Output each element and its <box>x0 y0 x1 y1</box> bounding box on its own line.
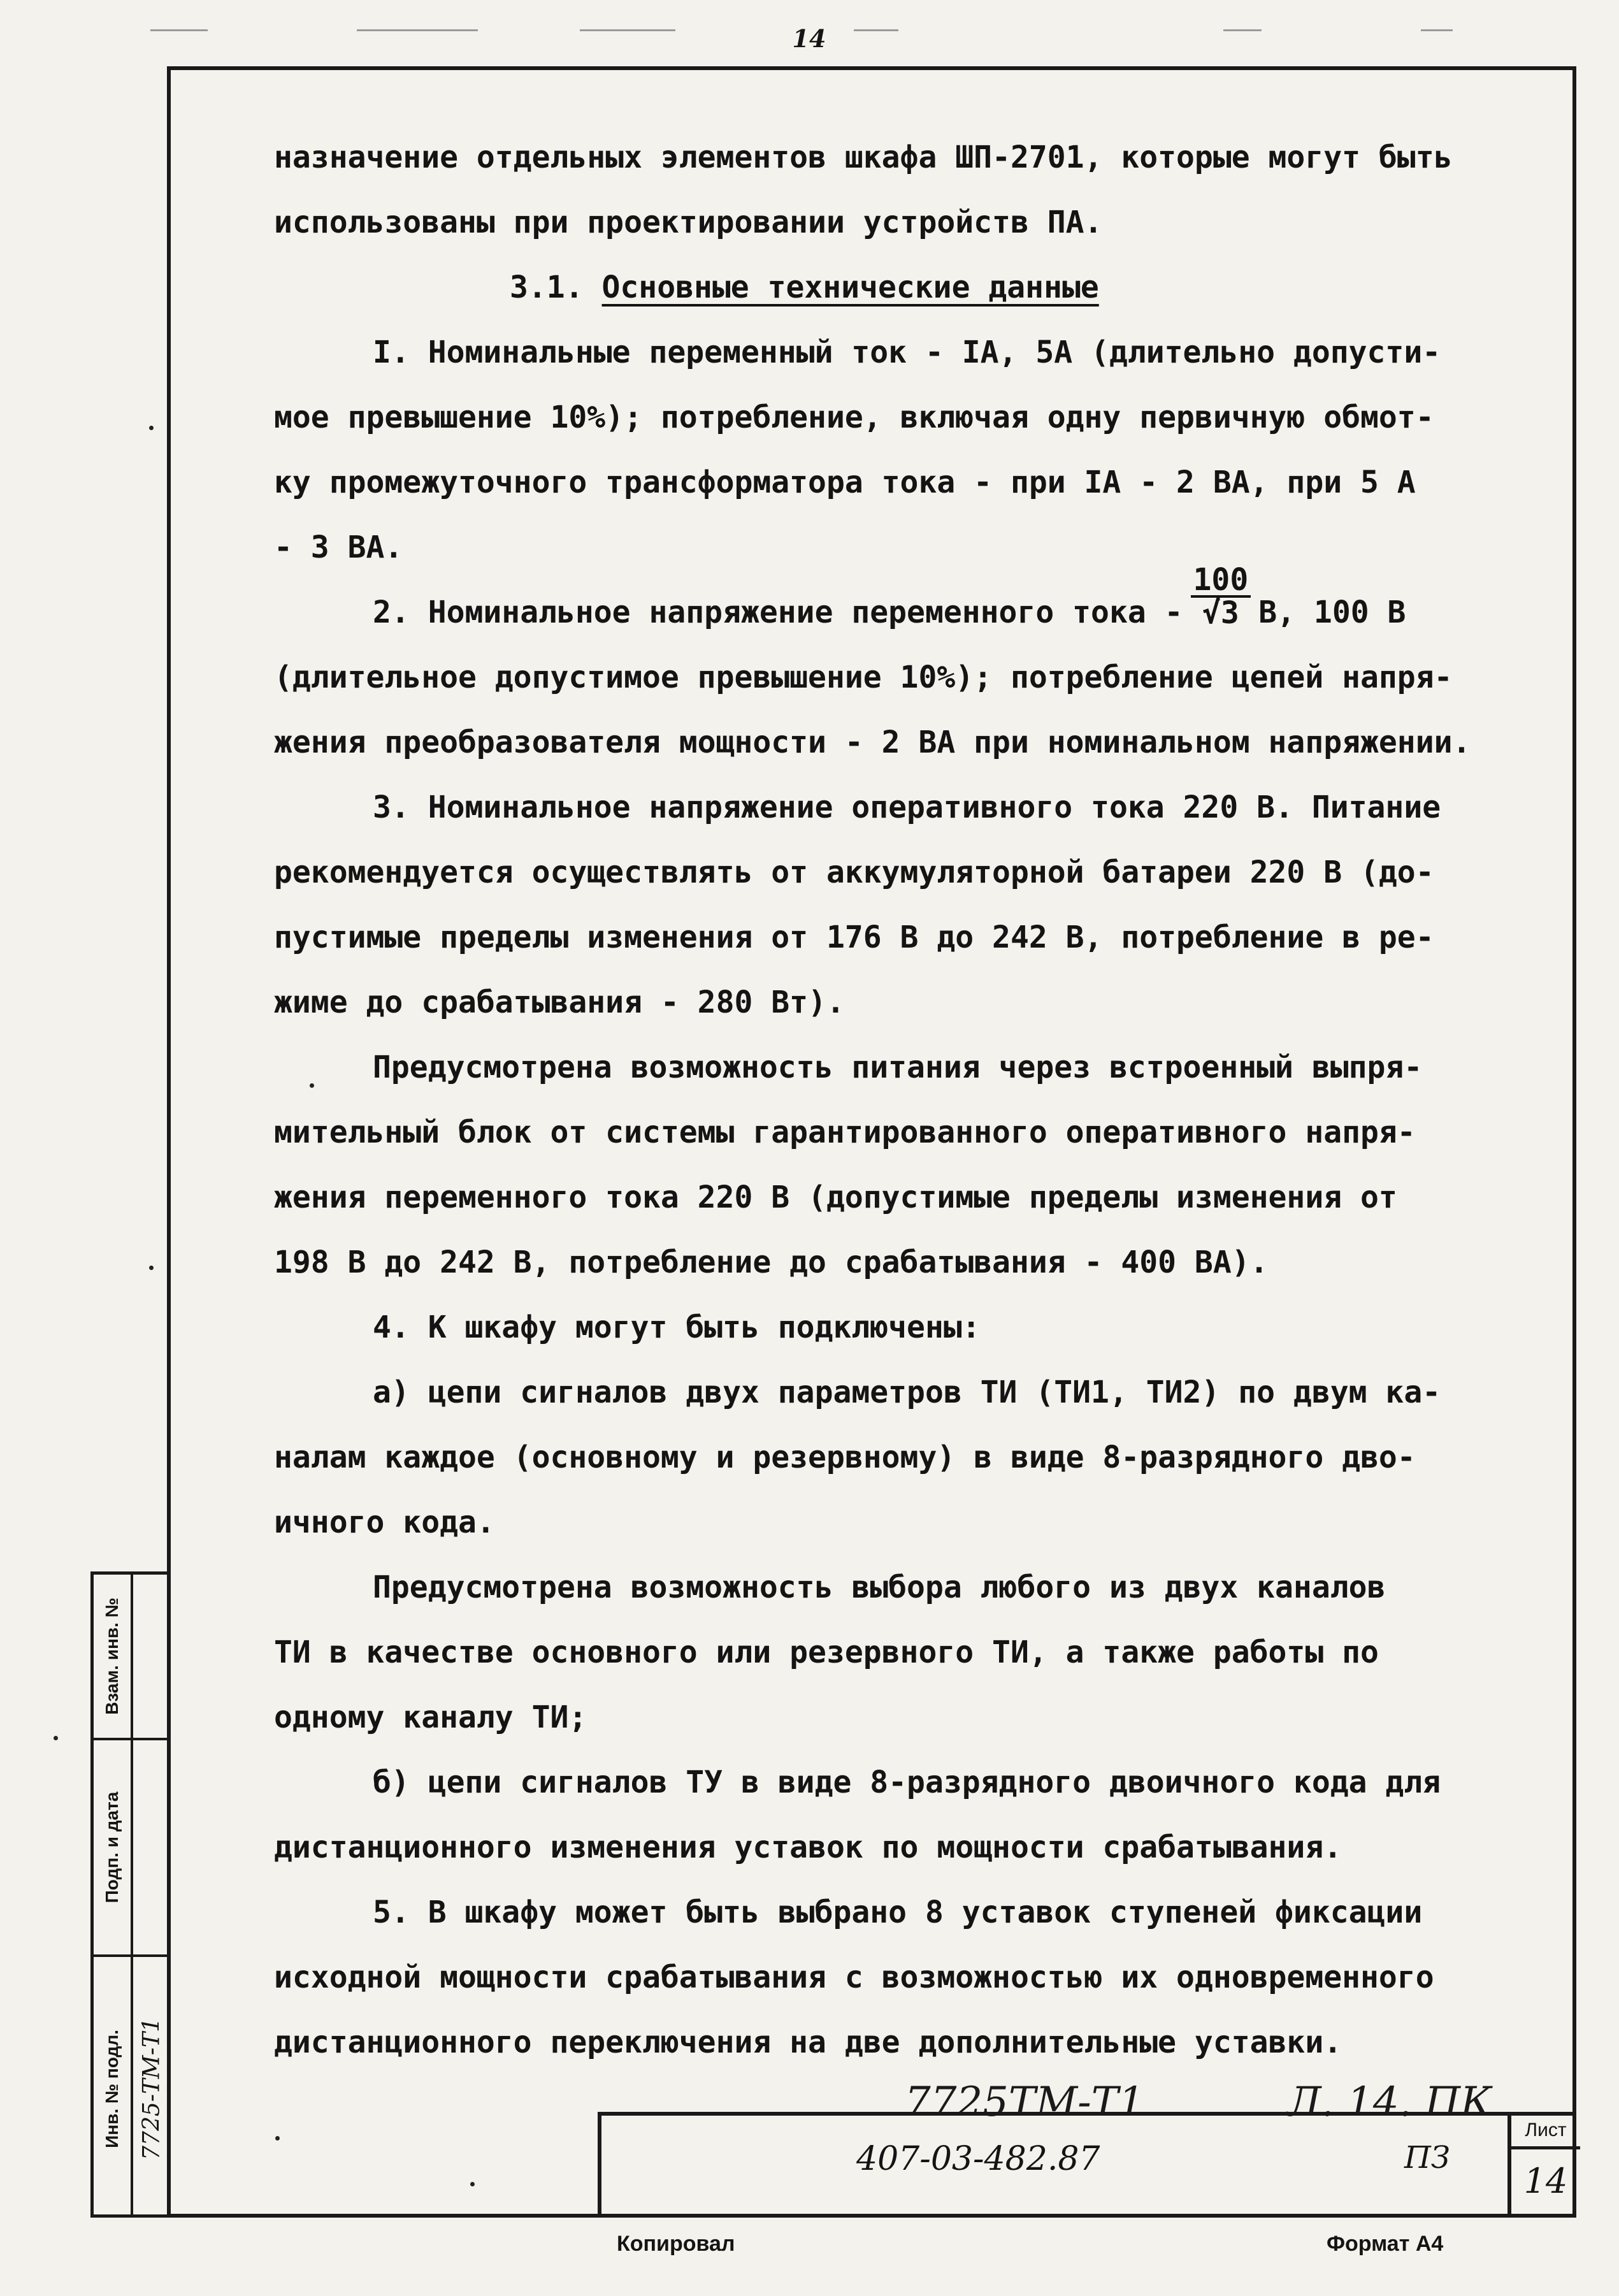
top-dash <box>1223 29 1262 31</box>
text-line: а) цепи сигналов двух параметров ТИ (ТИ1, ТИ2) по двум ка- <box>373 1375 1441 1410</box>
top-dash <box>580 29 675 31</box>
text-line: мительный блок от системы гарантированного оперативного напря- <box>274 1115 1416 1150</box>
margin-value-column <box>131 1575 170 2214</box>
text-line: Предусмотрена возможность выбора любого из двух каналов <box>373 1570 1386 1605</box>
text-line: 3. Номинальное напряжение оперативного тока 220 В. Питание <box>373 790 1441 825</box>
top-dash <box>357 29 478 31</box>
text-line: одному каналу ТИ; <box>274 1700 587 1735</box>
margin-cell <box>133 1957 170 2221</box>
text-line: рекомендуется осуществлять от аккумуляторной батареи 220 В (до- <box>274 855 1434 890</box>
heading-title: Основные технические данные <box>601 270 1099 305</box>
stamp-sheet-box <box>1507 2116 1580 2218</box>
top-dash <box>1421 29 1453 31</box>
text-line: ТИ в качестве основного или резервного ТИ, а также работы по <box>274 1635 1379 1670</box>
text-line: дистанционного переключения на две дополнительные уставки. <box>274 2025 1342 2060</box>
page-number: 14 <box>792 24 826 53</box>
margin-cell <box>94 1740 131 1957</box>
text-line: Предусмотрена возможность питания через встроенный выпря- <box>373 1050 1423 1085</box>
handwritten-sheet-mark: Л. 14. ПК <box>1287 2079 1492 2126</box>
fraction-denominator: √3 <box>1202 595 1239 631</box>
speck <box>149 1266 154 1270</box>
footer-format: Формат А4 <box>1327 2232 1444 2256</box>
heading-number: 3.1. <box>510 270 584 305</box>
margin-cell <box>94 1957 131 2221</box>
stamp-doc-type: ПЗ <box>1404 2140 1450 2176</box>
margin-label-column <box>94 1575 131 2214</box>
formula-line <box>274 562 1523 645</box>
replace-inv-label: Взам. инв. № <box>102 1598 122 1715</box>
text-line: ичного кода. <box>274 1505 495 1540</box>
text-line: ку промежуточного трансформатора тока - при IA - 2 ВА, при 5 А <box>274 465 1416 500</box>
stamp-doc-number: 407-03-482.87 <box>856 2140 1100 2178</box>
sign-date-label: Подп. и дата <box>102 1791 122 1903</box>
fraction <box>1191 562 1251 631</box>
speck <box>470 2182 475 2186</box>
text-line: назначение отдельных элементов шкафа ШП-2701, которые могут быть <box>274 140 1453 175</box>
text-line: дистанционного изменения уставок по мощности срабатывания. <box>274 1830 1342 1865</box>
text-line: жения переменного тока 220 В (допустимые пределы изменения от <box>274 1180 1397 1215</box>
text-line: использованы при проектировании устройств ПА. <box>274 205 1103 240</box>
text-line: 198 В до 242 В, потребление до срабатывания - 400 ВА). <box>274 1245 1269 1280</box>
text-line: - 3 ВА. <box>274 530 403 565</box>
text-line: 5. В шкафу может быть выбрано 8 уставок ступеней фиксации <box>373 1895 1423 1930</box>
footer-copied-by: Копировал <box>617 2232 735 2256</box>
text-line: налам каждое (основному и резервному) в виде 8-разрядного дво- <box>274 1440 1416 1475</box>
handwritten-doc-code: 7725ТМ-Т1 <box>905 2079 1145 2126</box>
top-dash <box>854 29 898 31</box>
text-line: мое превышение 10%); потребление, включая одну первичную обмот- <box>274 400 1434 435</box>
text-line: исходной мощности срабатывания с возможностью их одновременного <box>274 1960 1434 1995</box>
text-line: б) цепи сигналов ТУ в виде 8-разрядного двоичного кода для <box>373 1765 1441 1800</box>
margin-cell <box>133 1575 170 1740</box>
margin-cell <box>94 1575 131 1740</box>
inv-no-value: 7725-ТМ-Т1 <box>138 2018 165 2160</box>
section-heading <box>274 255 1523 320</box>
title-block <box>598 2112 1576 2218</box>
stamp-sheet-label: Лист <box>1511 2116 1580 2149</box>
top-dash <box>150 29 208 31</box>
text-line: жиме до срабатывания - 280 Вт). <box>274 985 845 1020</box>
text-line: 4. К шкафу могут быть подключены: <box>373 1310 981 1345</box>
text-line: пустимые пределы изменения от 176 В до 242 В, потребление в ре- <box>274 920 1434 955</box>
text-line: I. Номинальные переменный ток - IA, 5А (длительно допусти- <box>373 335 1441 370</box>
text-line: жения преобразователя мощности - 2 ВА при номинальном напряжении. <box>274 725 1471 760</box>
margin-cell <box>133 1740 170 1957</box>
formula-prefix: 2. Номинальное напряжение переменного тока - <box>373 595 1183 630</box>
speck <box>149 426 154 430</box>
fraction-numerator: 100 <box>1191 565 1251 598</box>
stamp-sheet-number: 14 <box>1523 2161 1568 2201</box>
body-text <box>274 125 1523 2075</box>
speck <box>310 1083 314 1088</box>
left-margin-table <box>90 1571 167 2218</box>
text-line: (длительное допустимое превышение 10%); потребление цепей напря- <box>274 660 1453 695</box>
formula-suffix: В, 100 В <box>1258 595 1406 630</box>
speck <box>54 1736 58 1740</box>
speck <box>275 2136 280 2141</box>
inv-no-orig-label: Инв. № подл. <box>102 2030 122 2148</box>
